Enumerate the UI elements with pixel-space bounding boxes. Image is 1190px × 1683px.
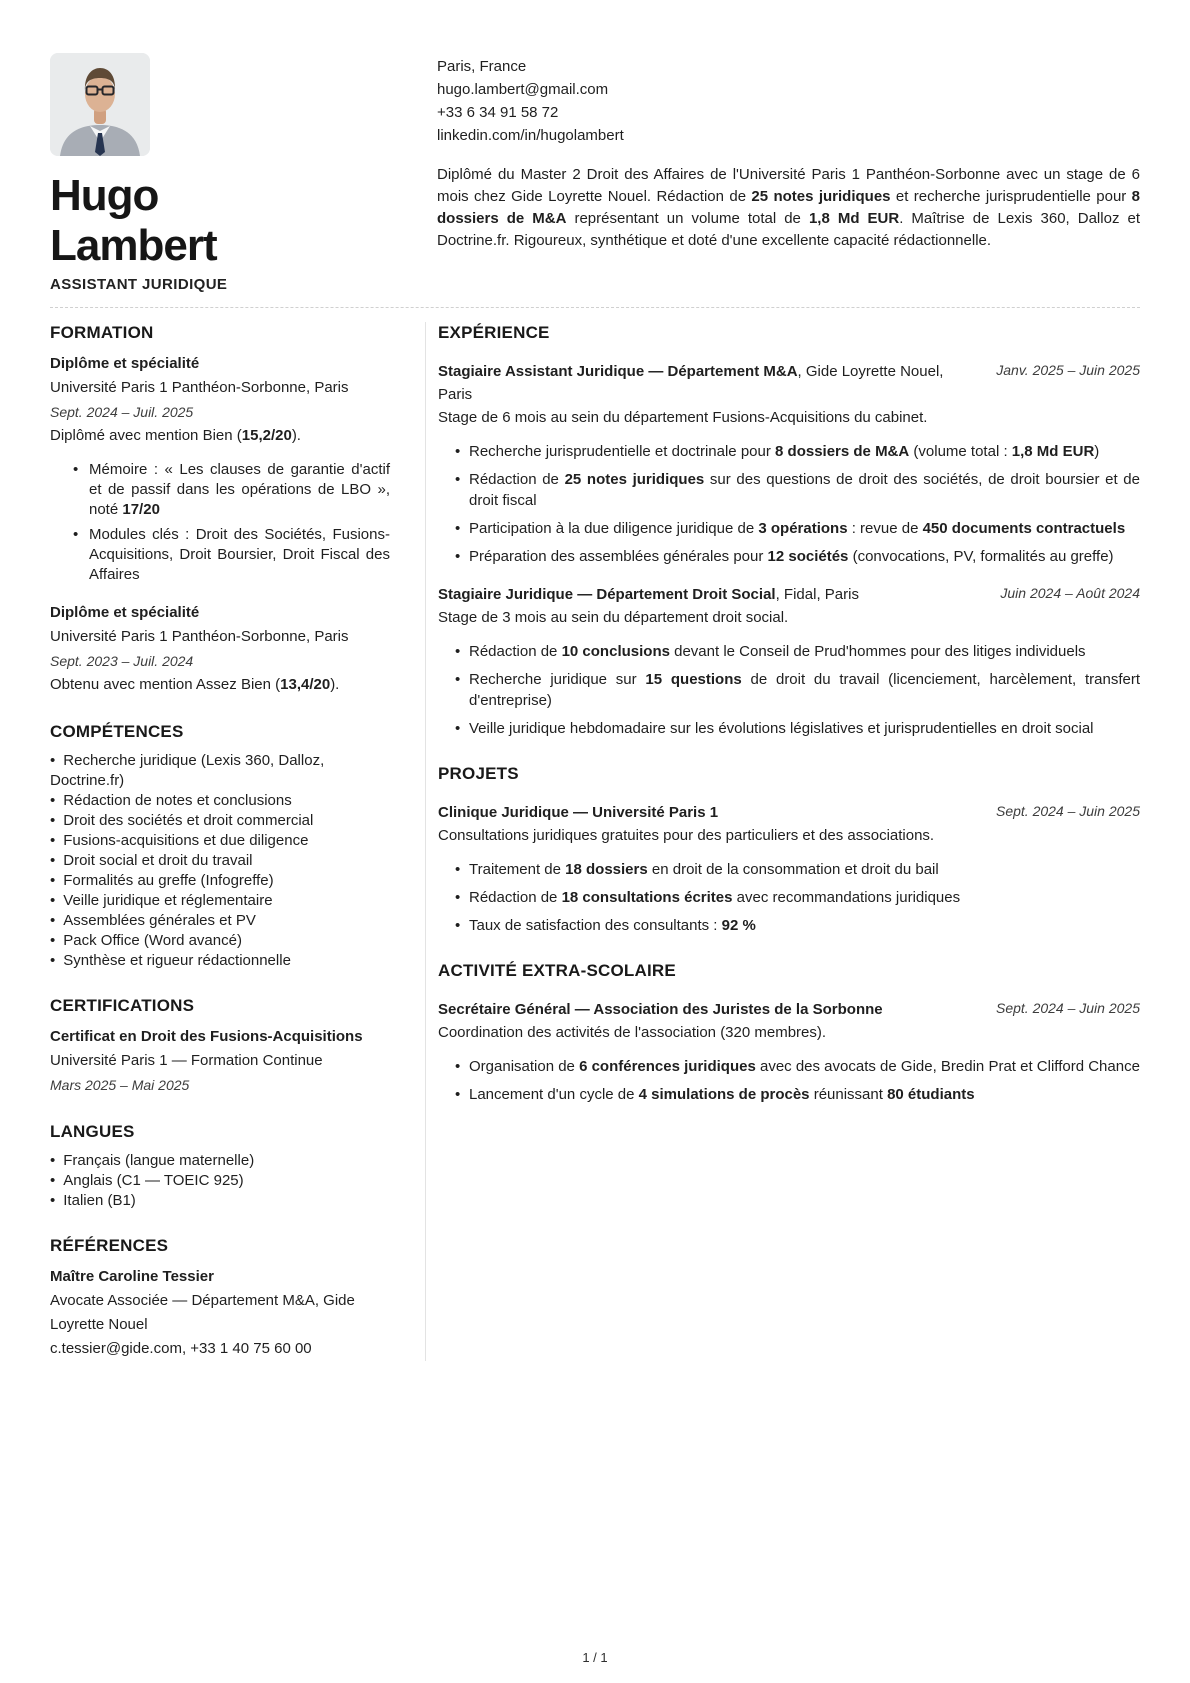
entry-header xyxy=(438,583,1140,606)
entry-header xyxy=(438,998,1140,1021)
section-competences xyxy=(50,721,390,971)
degree-name: Diplôme et spécialité xyxy=(50,604,200,621)
section-title-activite: ACTIVITÉ EXTRA-SCOLAIRE xyxy=(438,961,676,980)
bullet-item xyxy=(50,525,390,585)
entry-description: Stage de 6 mois au sein du département Fusions-Acquisitions du cabinet. xyxy=(438,409,928,426)
entry-header xyxy=(438,801,1140,824)
section-title-formation: FORMATION xyxy=(50,323,154,342)
activity-entries xyxy=(438,998,1140,1105)
contact-info xyxy=(437,55,1140,147)
certification-entry xyxy=(50,1025,390,1097)
skill-item: • Droit des sociétés et droit commercial xyxy=(50,811,390,831)
bullet-text: Rédaction de 10 conclusions devant le Conseil de Prud'hommes pour des litiges individuels xyxy=(469,643,1086,660)
experience-entries xyxy=(438,360,1140,739)
reference-entry xyxy=(50,1265,390,1361)
page-number: 1 / 1 xyxy=(582,1650,608,1665)
education-entry xyxy=(50,601,390,697)
entry-header xyxy=(438,360,1140,406)
bullet-text: Rédaction de 18 consultations écrites avec recommandations juridiques xyxy=(469,889,961,906)
section-activite xyxy=(438,960,1140,1105)
contact-line: Paris, France xyxy=(437,58,527,75)
bullet-text: Organisation de 6 conférences juridiques avec des avocats de Gide, Bredin Prat et Clifford Chance xyxy=(469,1058,1140,1075)
bullet-item xyxy=(438,1056,1140,1077)
entry-description: Coordination des activités de l'association (320 membres). xyxy=(438,1024,827,1041)
bullet-item xyxy=(438,669,1140,711)
section-title-certifications: CERTIFICATIONS xyxy=(50,996,195,1015)
school-name: Université Paris 1 Panthéon-Sorbonne, Paris xyxy=(50,379,349,396)
identity-block xyxy=(50,53,390,293)
entry-bullets xyxy=(438,441,1140,567)
date-range: Juin 2024 – Août 2024 xyxy=(1000,585,1140,601)
first-name: Hugo xyxy=(50,171,159,220)
last-name: Lambert xyxy=(50,221,217,270)
entry-title: Clinique Juridique — Université Paris 1 xyxy=(438,804,719,821)
skill-item: • Veille juridique et réglementaire xyxy=(50,891,390,911)
skill-item: • Droit social et droit du travail xyxy=(50,851,390,871)
header-divider xyxy=(50,307,1140,308)
mention-note: Diplômé avec mention Bien (15,2/20). xyxy=(50,427,301,444)
date-range: Sept. 2024 – Juil. 2025 xyxy=(50,404,194,420)
activity-entry xyxy=(438,998,1140,1105)
bullet-item xyxy=(438,1084,1140,1105)
bullet-item xyxy=(50,460,390,520)
language-item: • Italien (B1) xyxy=(50,1191,390,1211)
entry-description: Stage de 3 mois au sein du département droit social. xyxy=(438,609,789,626)
right-column xyxy=(425,322,1140,1361)
section-title-experience: EXPÉRIENCE xyxy=(438,323,550,342)
education-bullets xyxy=(50,460,390,585)
bullet-item xyxy=(438,915,1140,936)
reference-contact: c.tessier@gide.com, +33 1 40 75 60 00 xyxy=(50,1340,312,1357)
bullet-text: Recherche jurisprudentielle et doctrinale pour 8 dossiers de M&A (volume total : 1,8 Md EUR) xyxy=(469,443,1100,460)
bullet-text: Traitement de 18 dossiers en droit de la consommation et droit du bail xyxy=(469,861,939,878)
section-certifications xyxy=(50,995,390,1097)
skill-item: • Recherche juridique (Lexis 360, Dalloz, Doctrine.fr) xyxy=(50,751,390,791)
entry-bullets xyxy=(438,859,1140,936)
date-range: Sept. 2023 – Juil. 2024 xyxy=(50,653,194,669)
bullet-item xyxy=(438,469,1140,511)
header xyxy=(50,53,1140,293)
section-title-competences: COMPÉTENCES xyxy=(50,722,184,741)
section-projets xyxy=(438,763,1140,936)
candidate-title: ASSISTANT JURIDIQUE xyxy=(50,276,228,293)
entry-bullets xyxy=(438,641,1140,739)
bullet-text: Mémoire : « Les clauses de garantie d'actif et de passif dans les opérations de LBO », noté 17/20 xyxy=(89,461,390,518)
skill-item: • Assemblées générales et PV xyxy=(50,911,390,931)
date-range: Mars 2025 – Mai 2025 xyxy=(50,1077,190,1093)
entry-title: Stagiaire Assistant Juridique — Département M&A, Gide Loyrette Nouel, Paris xyxy=(438,363,944,403)
entry-description: Consultations juridiques gratuites pour des particuliers et des associations. xyxy=(438,827,935,844)
bullet-text: Préparation des assemblées générales pour 12 sociétés (convocations, PV, formalités au greffe) xyxy=(469,548,1114,565)
bullet-text: Lancement d'un cycle de 4 simulations de procès réunissant 80 étudiants xyxy=(469,1086,975,1103)
experience-entry xyxy=(438,583,1140,739)
bullet-text: Rédaction de 25 notes juridiques sur des questions de droit des sociétés, de droit boursier et de droit fiscal xyxy=(469,471,1140,509)
certification-name: Certificat en Droit des Fusions-Acquisitions xyxy=(50,1028,363,1045)
reference-name: Maître Caroline Tessier xyxy=(50,1268,214,1285)
skill-item: • Rédaction de notes et conclusions xyxy=(50,791,390,811)
section-experience xyxy=(438,322,1140,739)
content-columns xyxy=(50,322,1140,1361)
skill-item: • Synthèse et rigueur rédactionnelle xyxy=(50,951,390,971)
candidate-name xyxy=(50,171,390,271)
skill-item: • Pack Office (Word avancé) xyxy=(50,931,390,951)
bullet-item xyxy=(438,546,1140,567)
section-langues xyxy=(50,1121,390,1211)
contact-line: linkedin.com/in/hugolambert xyxy=(437,127,624,144)
reference-role: Avocate Associée — Département M&A, Gide Loyrette Nouel xyxy=(50,1292,355,1333)
bullet-item xyxy=(438,518,1140,539)
section-formation xyxy=(50,322,390,697)
contact-line: +33 6 34 91 58 72 xyxy=(437,104,559,121)
bullet-item xyxy=(438,718,1140,739)
bullet-text: Modules clés : Droit des Sociétés, Fusions-Acquisitions, Droit Boursier, Droit Fiscal des Affaires xyxy=(89,526,390,583)
certification-org: Université Paris 1 — Formation Continue xyxy=(50,1052,323,1069)
mention-note: Obtenu avec mention Assez Bien (13,4/20). xyxy=(50,676,340,693)
skill-item: • Formalités au greffe (Infogreffe) xyxy=(50,871,390,891)
language-item: • Anglais (C1 — TOEIC 925) xyxy=(50,1171,390,1191)
entry-title: Secrétaire Général — Association des Juristes de la Sorbonne xyxy=(438,1001,883,1018)
education-entries xyxy=(50,352,390,697)
bullet-text: Taux de satisfaction des consultants : 92 % xyxy=(469,917,756,934)
language-item: • Français (langue maternelle) xyxy=(50,1151,390,1171)
bullet-text: Veille juridique hebdomadaire sur les évolutions législatives et jurisprudentielles en droit social xyxy=(469,720,1094,737)
header-right xyxy=(437,53,1140,293)
bullet-item xyxy=(438,441,1140,462)
date-range: Janv. 2025 – Juin 2025 xyxy=(996,362,1140,378)
section-title-projets: PROJETS xyxy=(438,764,519,783)
bullet-text: Participation à la due diligence juridique de 3 opérations : revue de 450 documents contractuels xyxy=(469,520,1126,537)
project-entry xyxy=(438,801,1140,936)
section-references xyxy=(50,1235,390,1361)
profile-photo xyxy=(50,53,150,156)
section-title-references: RÉFÉRENCES xyxy=(50,1236,169,1255)
degree-name: Diplôme et spécialité xyxy=(50,355,200,372)
school-name: Université Paris 1 Panthéon-Sorbonne, Paris xyxy=(50,628,349,645)
skills-list xyxy=(50,751,390,971)
left-column xyxy=(50,322,390,1361)
bullet-item xyxy=(438,887,1140,908)
date-range: Sept. 2024 – Juin 2025 xyxy=(995,803,1140,819)
portrait-illustration xyxy=(50,53,150,156)
date-range: Sept. 2024 – Juin 2025 xyxy=(995,1000,1140,1016)
profile-summary: Diplômé du Master 2 Droit des Affaires de l'Université Paris 1 Panthéon-Sorbonne avec un stage de 6 mois chez Gide Loyrette Nouel. Rédaction de 25 notes juridiques et recherche jurisprudentielle pour 8 dossiers de M&A représentant un volume total de 1,8 Md EUR. Maîtrise de Lexis 360, Dalloz et Doctrine.fr. Rigoureux, synthétique et doté d'une excellente capacité rédactionnelle. xyxy=(437,166,1140,249)
experience-entry xyxy=(438,360,1140,567)
project-entries xyxy=(438,801,1140,936)
bullet-text: Recherche juridique sur 15 questions de droit du travail (licenciement, harcèlement, transfert d'entreprise) xyxy=(469,671,1140,709)
languages-list xyxy=(50,1151,390,1211)
entry-title: Stagiaire Juridique — Département Droit Social, Fidal, Paris xyxy=(438,586,859,603)
bullet-item xyxy=(438,641,1140,662)
contact-line: hugo.lambert@gmail.com xyxy=(437,81,609,98)
entry-bullets xyxy=(438,1056,1140,1105)
section-title-langues: LANGUES xyxy=(50,1122,135,1141)
skill-item: • Fusions-acquisitions et due diligence xyxy=(50,831,390,851)
bullet-item xyxy=(438,859,1140,880)
education-entry xyxy=(50,352,390,585)
